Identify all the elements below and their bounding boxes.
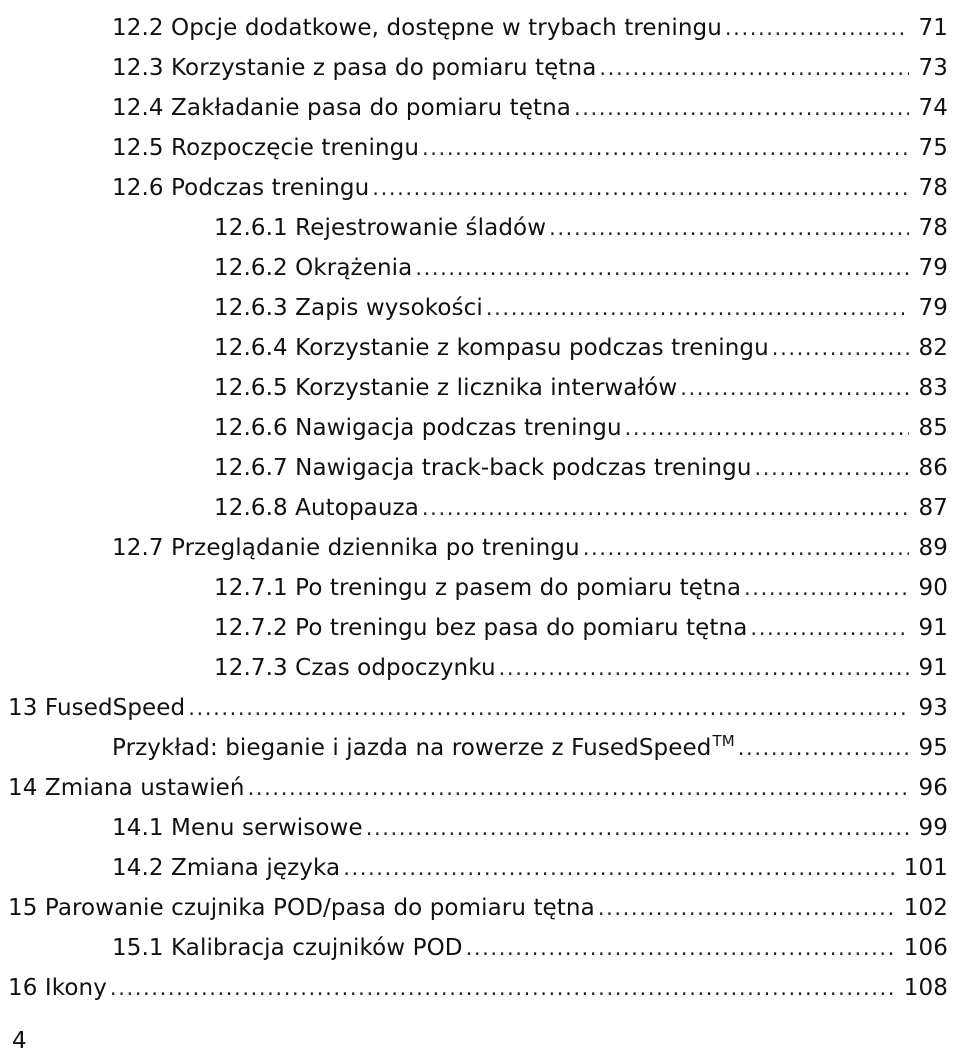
- toc-entry-page: 101: [903, 855, 948, 881]
- toc-entry-title: 12.6.2 Okrążenia: [214, 255, 413, 281]
- toc-entry-title: 12.6.7 Nawigacja track-back podczas treningu: [214, 455, 752, 481]
- toc-dot-leader: [549, 218, 908, 239]
- toc-dot-leader: [486, 298, 909, 319]
- toc-entry[interactable]: [214, 560, 948, 600]
- toc-entry-page: 87: [918, 495, 948, 521]
- toc-entry-page: 75: [918, 135, 948, 161]
- toc-dot-leader: [422, 138, 909, 159]
- toc-entry[interactable]: [112, 920, 948, 960]
- toc-entry[interactable]: [214, 440, 948, 480]
- toc-entry[interactable]: [8, 960, 948, 1000]
- toc-entry-title: 12.6.8 Autopauza: [214, 495, 419, 521]
- toc-dot-leader: [625, 418, 909, 439]
- toc-entry-title: 14 Zmiana ustawień: [8, 775, 245, 801]
- toc-entry-title: 12.6.5 Korzystanie z licznika interwałów: [214, 375, 678, 401]
- toc-entry-page: 78: [918, 215, 948, 241]
- toc-entry-page: 95: [918, 735, 948, 761]
- toc-dot-leader: [599, 58, 908, 79]
- toc-entry-page: 78: [918, 175, 948, 201]
- toc-entry-title: 12.7 Przeglądanie dziennika po treningu: [112, 535, 580, 561]
- toc-entry-title: 12.7.3 Czas odpoczynku: [214, 655, 496, 681]
- toc-entry-title: 12.6.4 Korzystanie z kompasu podczas treningu: [214, 335, 769, 361]
- toc-entry[interactable]: [112, 0, 948, 40]
- toc-dot-leader: [372, 178, 908, 199]
- toc-entry-page: 108: [903, 975, 948, 1001]
- page-number: 4: [12, 1028, 27, 1054]
- toc-entry-page: 106: [903, 935, 948, 961]
- toc-entry-title: 12.7.1 Po treningu z pasem do pomiaru tętna: [214, 575, 742, 601]
- toc-entry-title: 16 Ikony: [8, 975, 107, 1001]
- toc-dot-leader: [744, 578, 909, 599]
- toc-dot-leader: [750, 618, 908, 639]
- toc-dot-leader: [725, 18, 909, 39]
- toc-dot-leader: [415, 258, 908, 279]
- toc-dot-leader: [366, 818, 909, 839]
- toc-entry[interactable]: [112, 840, 948, 880]
- toc-dot-leader: [680, 378, 908, 399]
- toc-entry[interactable]: [112, 520, 948, 560]
- toc-entry[interactable]: [214, 600, 948, 640]
- toc-entry[interactable]: [214, 360, 948, 400]
- toc-entry-title-text: Przykład: bieganie i jazda na rowerze z FusedSpeed: [112, 735, 712, 761]
- toc-dot-leader: [188, 698, 908, 719]
- toc-entry-title: 12.6.3 Zapis wysokości: [214, 295, 483, 321]
- toc-entry[interactable]: [112, 120, 948, 160]
- toc-entry[interactable]: [214, 320, 948, 360]
- toc-entry[interactable]: [8, 880, 948, 920]
- toc-dot-leader: [598, 898, 894, 919]
- toc-dot-leader: [343, 858, 894, 879]
- toc-entry-page: 85: [918, 415, 948, 441]
- toc-entry-page: 73: [918, 55, 948, 81]
- toc-entry[interactable]: [214, 640, 948, 680]
- toc-entry-page: 99: [918, 815, 948, 841]
- toc-entry-title: 12.7.2 Po treningu bez pasa do pomiaru tętna: [214, 615, 748, 641]
- toc-entry-page: 93: [918, 695, 948, 721]
- toc-entry-title: 12.2 Opcje dodatkowe, dostępne w trybach treningu: [112, 15, 722, 41]
- toc-dot-leader: [583, 538, 909, 559]
- toc-entry-page: 86: [918, 455, 948, 481]
- toc-entry-title: 12.4 Zakładanie pasa do pomiaru tętna: [112, 95, 571, 121]
- toc-entry[interactable]: [8, 680, 948, 720]
- toc-entry[interactable]: [112, 160, 948, 200]
- toc-entry-title: 12.6.1 Rejestrowanie śladów: [214, 215, 547, 241]
- toc-entry-title: 12.3 Korzystanie z pasa do pomiaru tętna: [112, 55, 597, 81]
- toc-entry-page: 90: [918, 575, 948, 601]
- toc-dot-leader: [738, 738, 909, 759]
- toc-entry-page: 89: [918, 535, 948, 561]
- toc-entry-title: 12.5 Rozpoczęcie treningu: [112, 135, 419, 161]
- toc-entry-title: 13 FusedSpeed: [8, 695, 186, 721]
- toc-entry-page: 102: [903, 895, 948, 921]
- toc-entry-page: 71: [918, 15, 948, 41]
- toc-dot-leader: [248, 778, 909, 799]
- toc-entry-title: [112, 734, 738, 760]
- toc-entry-page: 82: [918, 335, 948, 361]
- toc-entry-page: 83: [918, 375, 948, 401]
- toc-entry[interactable]: [214, 200, 948, 240]
- toc-entry-title: 14.1 Menu serwisowe: [112, 815, 363, 841]
- toc-dot-leader: [422, 498, 909, 519]
- toc-entry-title: 15 Parowanie czujnika POD/pasa do pomiaru tętna: [8, 895, 595, 921]
- toc-entry-title: 14.2 Zmiana języka: [112, 855, 341, 881]
- toc-entry-page: 79: [918, 255, 948, 281]
- toc-entry[interactable]: [112, 80, 948, 120]
- toc-entry-page: 91: [918, 615, 948, 641]
- toc-dot-leader: [755, 458, 909, 479]
- toc-dot-leader: [499, 658, 909, 679]
- toc-dot-leader: [110, 978, 894, 999]
- toc-entry[interactable]: [214, 240, 948, 280]
- toc-entry[interactable]: [214, 480, 948, 520]
- toc-entry-page: 79: [918, 295, 948, 321]
- toc-dot-leader: [574, 98, 909, 119]
- toc-entry-page: 91: [918, 655, 948, 681]
- toc-entry-title: 12.6 Podczas treningu: [112, 175, 370, 201]
- toc-dot-leader: [772, 338, 909, 359]
- trademark-superscript: TM: [712, 732, 735, 750]
- toc-entry[interactable]: [214, 280, 948, 320]
- toc-entry[interactable]: [8, 760, 948, 800]
- toc-entry[interactable]: [214, 400, 948, 440]
- toc-entry-page: 74: [918, 95, 948, 121]
- toc-entry-title: 12.6.6 Nawigacja podczas treningu: [214, 415, 622, 441]
- toc-entry-page: 96: [918, 775, 948, 801]
- toc-entry-title: 15.1 Kalibracja czujników POD: [112, 935, 463, 961]
- toc-entry[interactable]: [112, 40, 948, 80]
- toc-dot-leader: [466, 938, 894, 959]
- toc-entry[interactable]: [112, 720, 948, 760]
- toc-entry[interactable]: [112, 800, 948, 840]
